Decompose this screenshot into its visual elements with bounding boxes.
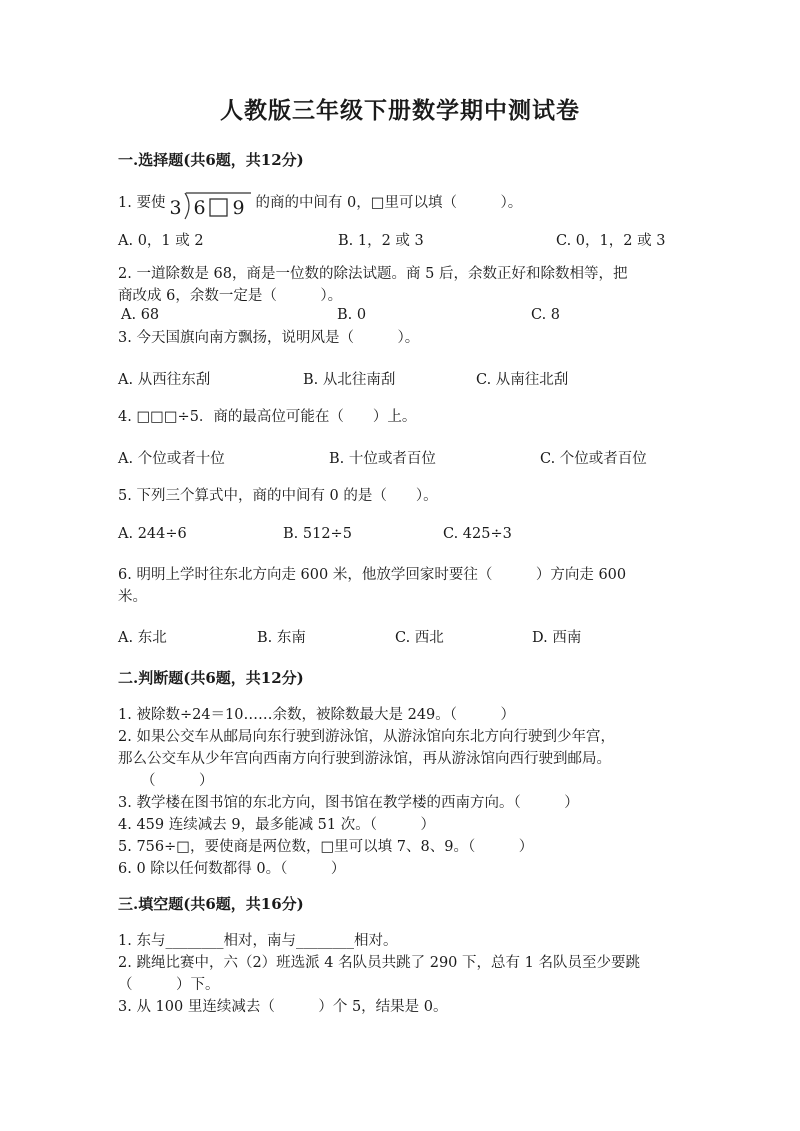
q6-option-b: B. 东南	[257, 630, 306, 646]
question-1	[118, 186, 522, 220]
q4-option-c: C. 个位或者百位	[540, 451, 647, 467]
judge-5: 5. 756÷□，要使商是两位数，□里可以填 7、8、9。（ ）	[118, 839, 534, 855]
fill-2-line-2: （ ）下。	[118, 977, 220, 993]
q3-option-a: A. 从西往东刮	[118, 372, 211, 388]
question-3: 3. 今天国旗向南方飘扬，说明风是（ ）。	[118, 330, 420, 346]
q6-option-c: C. 西北	[395, 630, 444, 646]
q2-option-a: A. 68	[121, 307, 160, 323]
divisor: 3	[169, 197, 182, 219]
q4-option-a: A. 个位或者十位	[118, 451, 225, 467]
section-heading-judge: 二.判断题(共6题，共12分)	[118, 669, 304, 687]
judge-1: 1. 被除数÷24＝10……余数，被除数最大是 249。（ ）	[118, 707, 516, 723]
fill-1: 1. 东与________相对，南与________相对。	[118, 933, 398, 949]
fill-3: 3. 从 100 里连续减去（ ）个 5，结果是 0。	[118, 999, 448, 1015]
page-title: 人教版三年级下册数学期中测试卷	[220, 97, 580, 124]
question-4: 4. □□□÷5．商的最高位可能在（ ）上。	[118, 409, 417, 425]
dividend-last-digit: 9	[232, 197, 245, 219]
q1-option-a: A. 0，1 或 2	[118, 233, 204, 249]
question-2-line-2: 商改成 6，余数一定是（ ）。	[118, 288, 343, 304]
q3-option-c: C. 从南往北刮	[476, 372, 569, 388]
q5-option-b: B. 512÷5	[283, 526, 352, 542]
dividend-first-digit: 6	[193, 197, 206, 219]
question-6-line-1: 6. 明明上学时往东北方向走 600 米，他放学回家时要往（ ）方向走 600	[118, 567, 627, 583]
section-heading-fill: 三.填空题(共6题，共16分)	[118, 895, 304, 913]
q2-option-c: C. 8	[531, 307, 561, 323]
judge-2-line-1: 2. 如果公交车从邮局向东行驶到游泳馆，从游泳馆向东北方向行驶到少年宫，	[118, 729, 615, 745]
section-heading-choice: 一.选择题(共6题，共12分)	[118, 151, 304, 169]
q1-option-c: C. 0，1，2 或 3	[556, 233, 666, 249]
question-2-line-1: 2. 一道除数是 68，商是一位数的除法试题。商 5 后，余数正好和除数相等，把	[118, 266, 628, 282]
q2-option-b: B. 0	[337, 307, 367, 323]
q5-option-a: A. 244÷6	[118, 526, 187, 542]
judge-2-line-3: （ ）	[141, 773, 214, 789]
judge-4: 4. 459 连续减去 9，最多能减 51 次。（ ）	[118, 817, 435, 833]
question-1-suffix: 的商的中间有 0，□里可以填（ ）。	[255, 195, 523, 211]
judge-6: 6. 0 除以任何数都得 0。（ ）	[118, 861, 346, 877]
fill-2-line-1: 2. 跳绳比赛中，六（2）班选派 4 名队员共跳了 290 下，总有 1 名队员至少要跳	[118, 955, 640, 971]
question-1-prefix: 1. 要使	[118, 195, 166, 211]
q4-option-b: B. 十位或者百位	[329, 451, 436, 467]
q6-option-d: D. 西南	[532, 630, 582, 646]
judge-2-line-2: 那么公交车从少年宫向西南方向行驶到游泳馆，再从游泳馆向西行驶到邮局。	[118, 751, 611, 767]
question-6-line-2: 米。	[118, 589, 147, 605]
q1-option-b: B. 1，2 或 3	[338, 233, 424, 249]
q6-option-a: A. 东北	[118, 630, 167, 646]
q5-option-c: C. 425÷3	[443, 526, 512, 542]
question-5: 5. 下列三个算式中，商的中间有 0 的是（ ）。	[118, 488, 438, 504]
q3-option-b: B. 从北往南刮	[303, 372, 396, 388]
judge-3: 3. 教学楼在图书馆的东北方向，图书馆在教学楼的西南方向。（ ）	[118, 795, 579, 811]
long-division-figure	[167, 189, 253, 223]
